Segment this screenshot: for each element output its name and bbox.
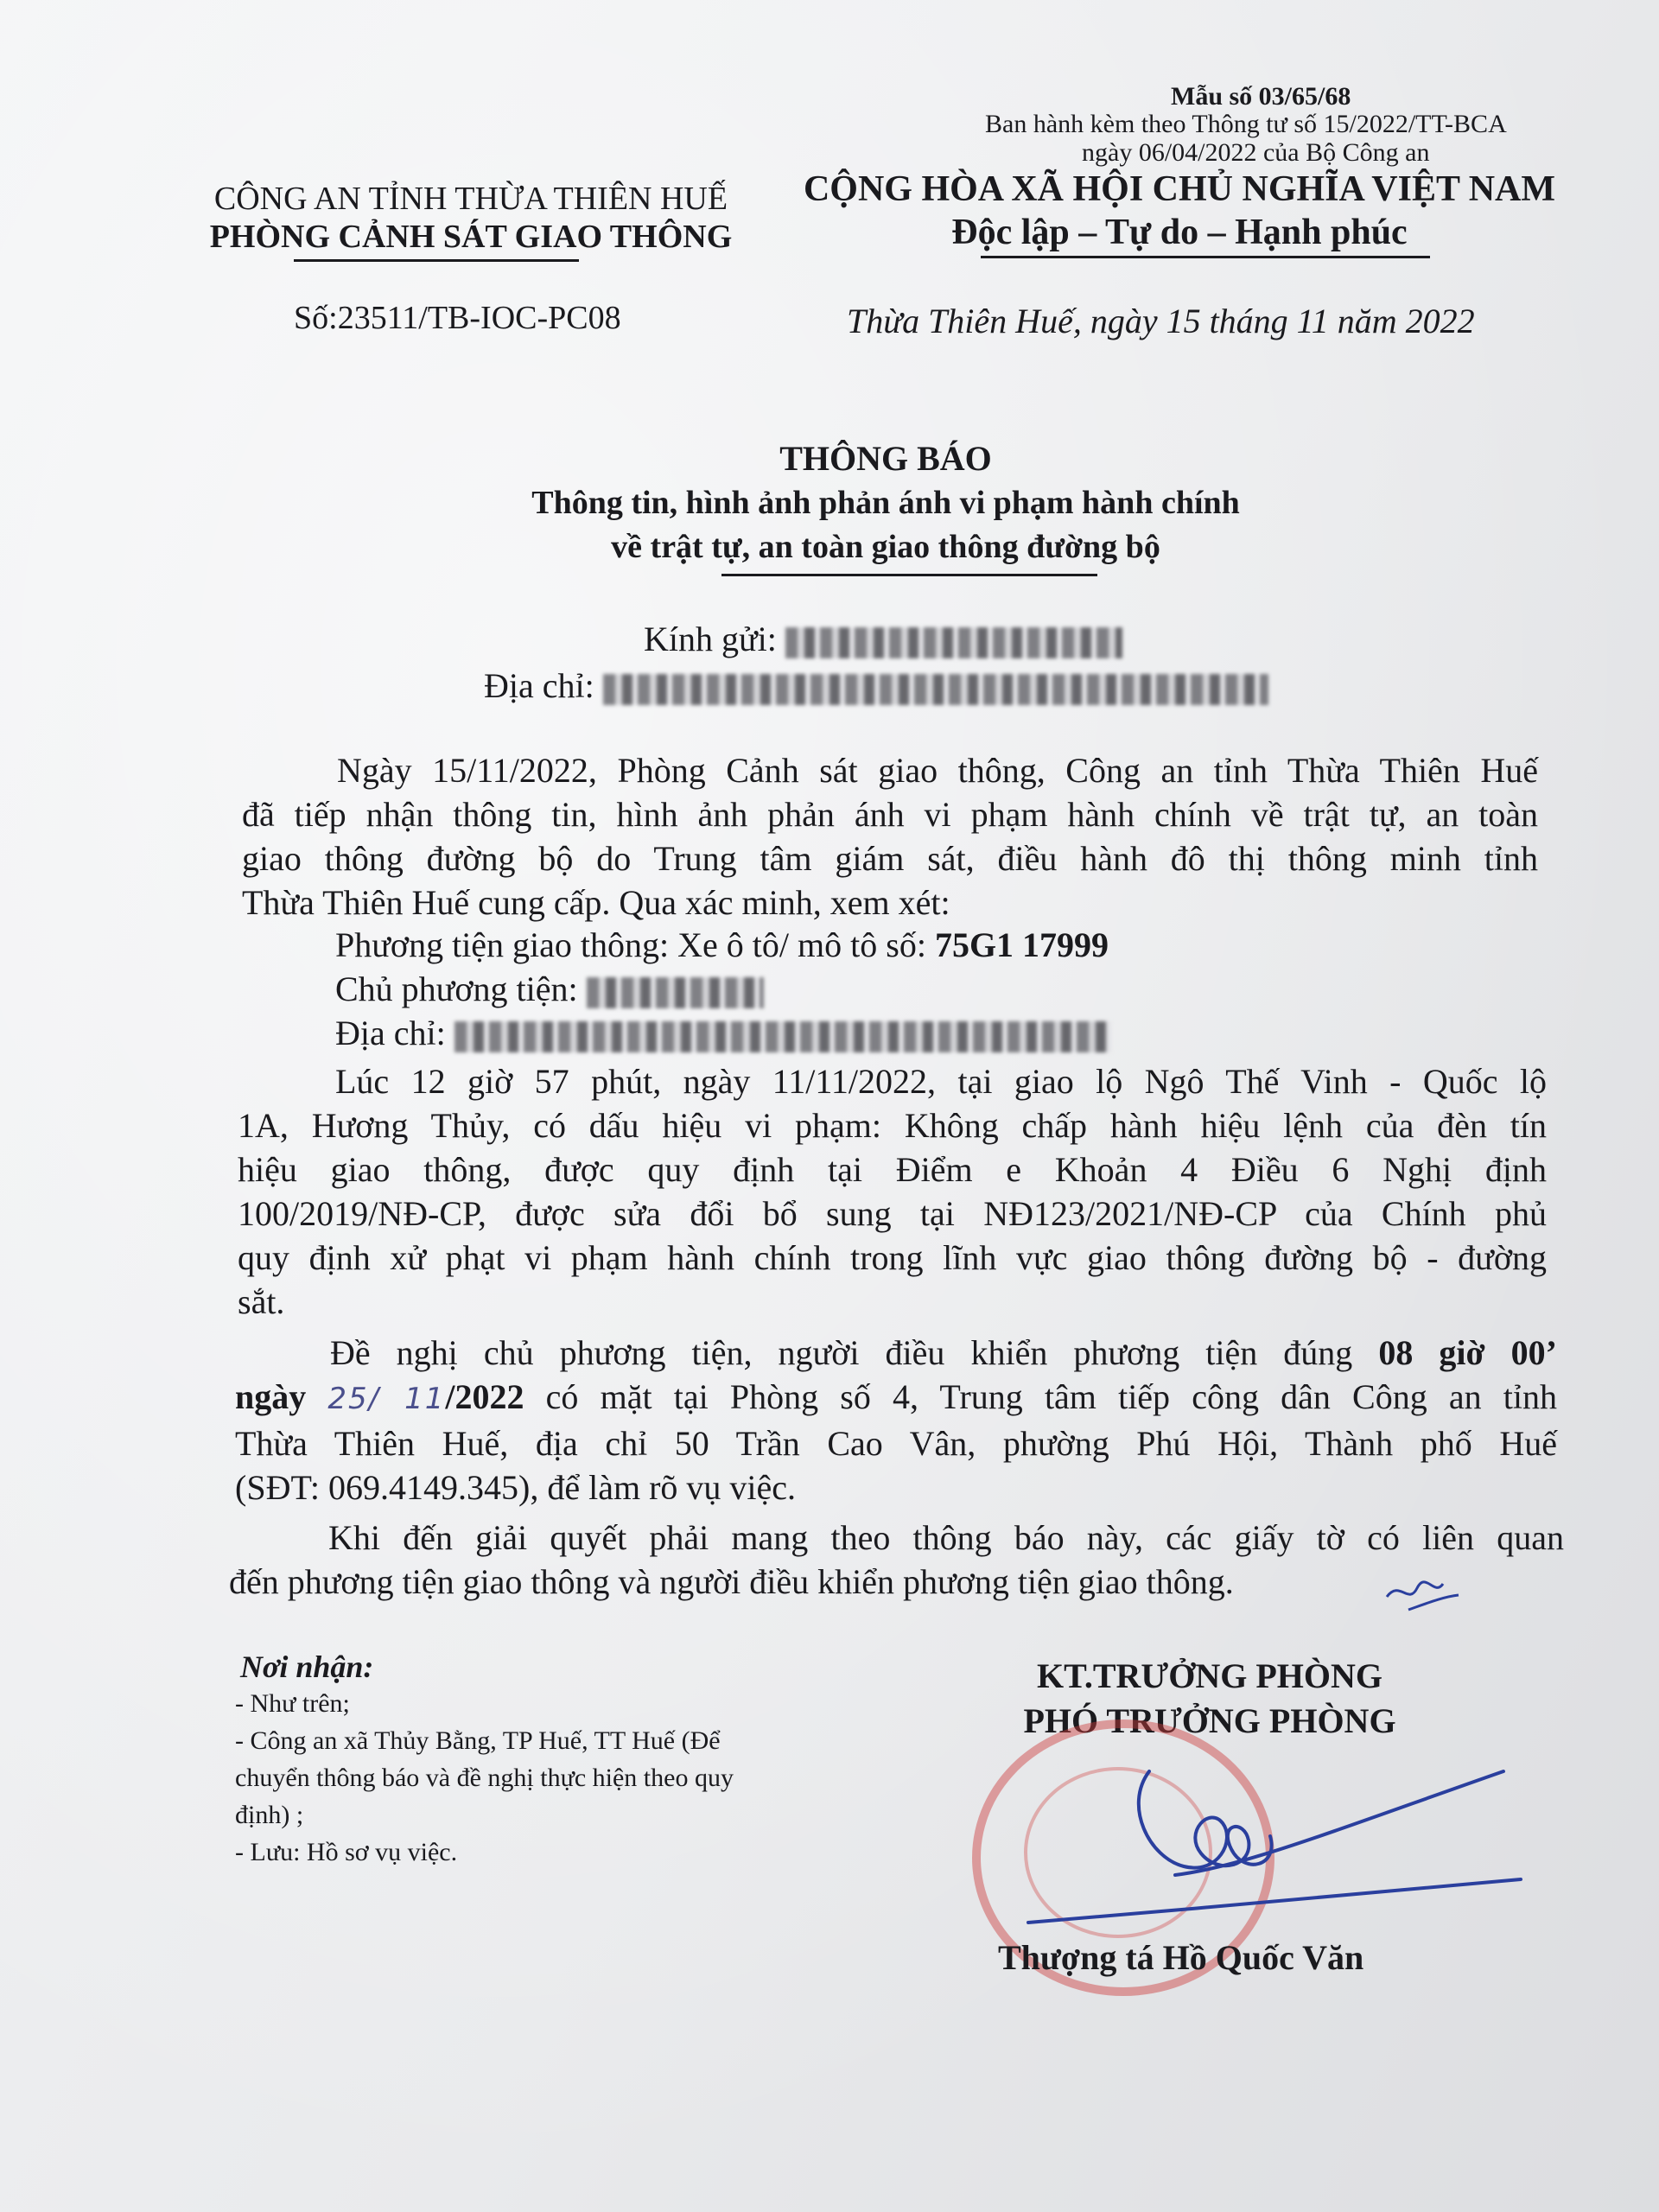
form-issued-with: Ban hành kèm theo Thông tư số 15/2022/TT-BCA	[985, 110, 1507, 138]
appointment-time: 08 giờ 00’	[1378, 1333, 1558, 1372]
owner-label: Chủ phương tiện:	[335, 969, 578, 1008]
redacted-recipient-address	[603, 674, 1268, 705]
signature-role-1: KT.TRƯỞNG PHÒNG	[1037, 1656, 1382, 1695]
paragraph-2	[238, 1059, 1547, 1324]
owner-address-line	[335, 1013, 1111, 1053]
signature-role-2: PHÓ TRƯỞNG PHÒNG	[1023, 1701, 1396, 1740]
paragraph-1	[242, 748, 1538, 925]
vehicle-label: Phương tiện giao thông: Xe ô tô/ mô tô số:	[335, 925, 926, 964]
agency-parent: CÔNG AN TỈNH THỪA THIÊN HUẾ	[213, 181, 728, 217]
paragraph-2-line: 1A, Hương Thủy, có dấu hiệu vi phạm: Không chấp hành hiệu lệnh của đèn tín	[238, 1106, 1547, 1145]
notice-subtitle-line2: về trật tự, an toàn giao thông đường bộ	[611, 529, 1160, 565]
notice-subtitle-line1: Thông tin, hình ảnh phản ánh vi phạm hành chính	[531, 485, 1240, 521]
recipient-label: Kính gửi:	[644, 620, 777, 658]
recipient-address-line	[484, 665, 1268, 706]
recipient-address-label: Địa chỉ:	[484, 666, 594, 705]
agency-underline	[294, 259, 579, 262]
agency-name: PHÒNG CẢNH SÁT GIAO THÔNG	[209, 219, 733, 255]
recipients-item: định) ;	[235, 1801, 304, 1829]
recipients-item: - Công an xã Thủy Bằng, TP Huế, TT Huế (Để	[235, 1726, 721, 1755]
recipients-item: chuyển thông báo và đề nghị thực hiện theo quy	[235, 1764, 734, 1792]
recipients-title: Nơi nhận:	[240, 1649, 374, 1684]
form-number: Mẫu số 03/65/68	[1171, 82, 1351, 111]
signature-stroke	[1020, 1737, 1538, 1961]
paragraph-4-line: Khi đến giải quyết phải mang theo thông báo này, các giấy tờ có liên quan	[328, 1518, 1564, 1557]
redacted-owner-address	[454, 1021, 1111, 1052]
p3-date-label: ngày	[235, 1377, 307, 1416]
paragraph-1-line: Thừa Thiên Huế cung cấp. Qua xác minh, xem xét:	[242, 883, 950, 922]
owner-line	[335, 969, 764, 1009]
owner-address-label: Địa chỉ:	[335, 1014, 446, 1052]
paragraph-4	[229, 1516, 1564, 1604]
paragraph-1-line: Ngày 15/11/2022, Phòng Cảnh sát giao thông, Công an tỉnh Thừa Thiên Huế	[337, 751, 1538, 790]
signatory-name: Thượng tá Hồ Quốc Văn	[998, 1938, 1364, 1977]
nation-name: CỘNG HÒA XÃ HỘI CHỦ NGHĨA VIỆT NAM	[803, 169, 1556, 209]
paragraph-2-line: Lúc 12 giờ 57 phút, ngày 11/11/2022, tại giao lộ Ngô Thế Vinh - Quốc lộ	[335, 1062, 1547, 1101]
appointment-year: /2022	[445, 1377, 524, 1416]
paragraph-1-line: đã tiếp nhận thông tin, hình ảnh phản ánh vi phạm hành chính về trật tự, an toàn	[242, 795, 1538, 834]
document-number: Số:23511/TB-IOC-PC08	[294, 300, 621, 336]
motto-underline	[981, 256, 1430, 258]
paragraph-3-line: Thừa Thiên Huế, địa chỉ 50 Trần Cao Vân, phường Phú Hội, Thành phố Huế	[235, 1424, 1557, 1463]
redacted-recipient	[785, 627, 1122, 658]
title-underline	[721, 574, 1097, 576]
paragraph-2-line: sắt.	[238, 1282, 285, 1321]
license-plate: 75G1 17999	[934, 925, 1109, 964]
paragraph-3-line	[235, 1375, 1557, 1421]
paragraph-2-line: quy định xử phạt vi phạm hành chính trong lĩnh vực giao thông đường bộ - đường	[238, 1238, 1547, 1277]
paragraph-2-line: 100/2019/NĐ-CP, được sửa đổi bổ sung tại NĐ123/2021/NĐ-CP của Chính phủ	[238, 1194, 1547, 1233]
recipients-item: - Lưu: Hồ sơ vụ việc.	[235, 1838, 458, 1866]
handwritten-initial-mark	[1382, 1571, 1460, 1614]
handwritten-date: 25/ 11	[327, 1382, 446, 1416]
recipients-item: - Như trên;	[235, 1689, 350, 1718]
paragraph-3-line: (SĐT: 069.4149.345), để làm rõ vụ việc.	[235, 1468, 797, 1507]
notice-title: THÔNG BÁO	[779, 439, 992, 478]
paragraph-4-line: đến phương tiện giao thông và người điều khiển phương tiện giao thông.	[229, 1562, 1234, 1601]
form-issued-date: ngày 06/04/2022 của Bộ Công an	[1082, 138, 1430, 167]
redacted-owner	[587, 977, 764, 1008]
recipient-line	[644, 619, 1122, 659]
p3-text: Đề nghị chủ phương tiện, người điều khiển phương tiện đúng	[330, 1333, 1353, 1372]
paragraph-3	[235, 1331, 1557, 1510]
vehicle-line	[335, 925, 1109, 965]
paragraph-1-line: giao thông đường bộ do Trung tâm giám sát, điều hành đô thị thông minh tỉnh	[242, 839, 1538, 878]
national-motto: Độc lập – Tự do – Hạnh phúc	[951, 213, 1408, 252]
p3-text: có mặt tại Phòng số 4, Trung tâm tiếp công dân Công an tỉnh	[545, 1377, 1558, 1416]
place-date: Thừa Thiên Huế, ngày 15 tháng 11 năm 2022	[847, 302, 1475, 340]
paragraph-2-line: hiệu giao thông, được quy định tại Điểm e Khoản 4 Điều 6 Nghị định	[238, 1150, 1547, 1189]
paragraph-3-line	[235, 1331, 1557, 1375]
